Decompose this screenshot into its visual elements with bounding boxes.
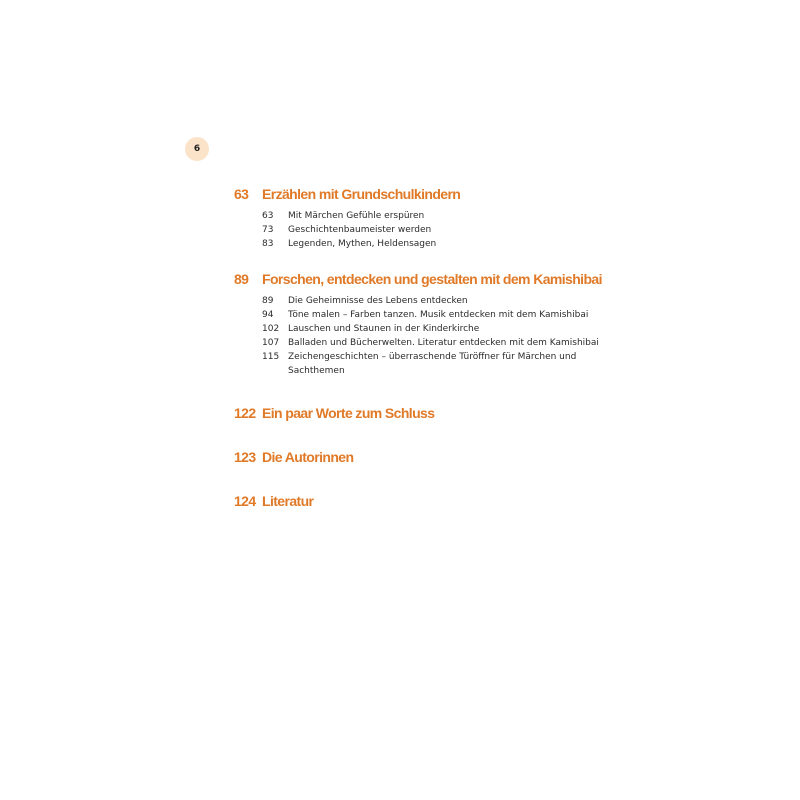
entry-title: Geschichtenbaumeister werden [288, 225, 432, 235]
toc-entry[interactable] [262, 308, 634, 322]
entry-page-number: 94 [262, 310, 274, 320]
entry-title: Mit Märchen Gefühle erspüren [288, 211, 425, 221]
section-title: Ein paar Worte zum Schluss [262, 405, 435, 421]
page-number-badge [185, 137, 209, 161]
section-title: Erzählen mit Grundschulkindern [262, 186, 461, 202]
entry-page-number: 83 [262, 239, 274, 249]
toc-subsection-list [262, 209, 634, 251]
entry-page-number: 115 [262, 352, 280, 362]
toc-entry[interactable] [262, 336, 634, 350]
toc-section-autorinnen [234, 447, 634, 467]
section-page-number: 63 [234, 186, 249, 202]
section-page-number: 123 [234, 449, 256, 465]
entry-title: Zeichengeschichten – überraschende Türöffner für Märchen und Sachthemen [288, 352, 577, 376]
toc-entry[interactable] [262, 209, 634, 223]
toc-section-grundschulkinder [234, 184, 634, 251]
entry-title: Balladen und Bücherwelten. Literatur entdecken mit dem Kamishibai [288, 338, 599, 348]
toc-section-heading[interactable] [234, 269, 634, 289]
section-title: Die Autorinnen [262, 449, 354, 465]
toc-section-heading[interactable] [234, 403, 634, 423]
toc-entry[interactable] [262, 294, 634, 308]
page-number: 6 [193, 144, 201, 154]
entry-page-number: 107 [262, 338, 280, 348]
toc-section-literatur [234, 491, 634, 511]
toc-section-kamishibai [234, 269, 634, 378]
entry-page-number: 102 [262, 324, 280, 334]
section-page-number: 122 [234, 405, 256, 421]
toc-section-heading[interactable] [234, 491, 634, 511]
toc-entry[interactable] [262, 237, 634, 251]
toc-entry[interactable] [262, 223, 634, 237]
toc-subsection-list [262, 294, 634, 378]
section-page-number: 89 [234, 271, 249, 287]
entry-title: Lauschen und Staunen in der Kinderkirche [288, 324, 480, 334]
entry-title: Töne malen – Farben tanzen. Musik entdecken mit dem Kamishibai [288, 310, 589, 320]
entry-title: Die Geheimnisse des Lebens entdecken [288, 296, 468, 306]
entry-page-number: 63 [262, 211, 274, 221]
toc-section-heading[interactable] [234, 184, 634, 204]
entry-title: Legenden, Mythen, Heldensagen [288, 239, 437, 249]
section-title: Forschen, entdecken und gestalten mit dem Kamishibai [262, 271, 602, 287]
entry-page-number: 73 [262, 225, 274, 235]
toc-section-heading[interactable] [234, 447, 634, 467]
toc-section-schluss [234, 403, 634, 423]
section-title: Literatur [262, 493, 314, 509]
toc-entry[interactable] [262, 350, 634, 378]
toc-entry[interactable] [262, 322, 634, 336]
entry-page-number: 89 [262, 296, 274, 306]
section-page-number: 124 [234, 493, 256, 509]
table-of-contents [234, 184, 634, 511]
